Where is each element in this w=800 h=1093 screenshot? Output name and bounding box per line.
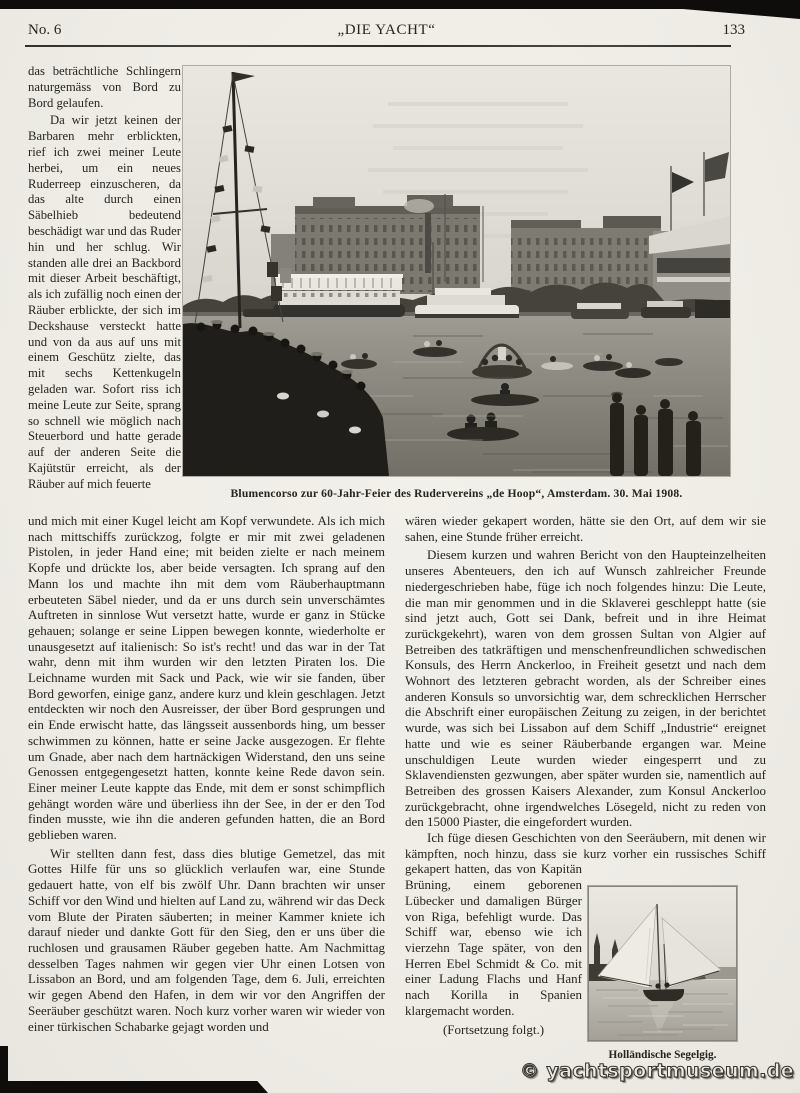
paragraph: Diesem kurzen und wahren Bericht von den Haupteinzelheiten unseres Abenteuers, den ich auf Wunsch zahlreicher Freunde niedergeschrieben habe, füge ich noch folgendes hinzu: Die Leute, die man mir genommen und in die Sklaverei geschleppt hatte (sie sind jetzt auch, Gott sei Dank, befreit und in ihre Heimat zurückgekehrt), waren von dem grossen Sultan von Algier auf Betreiben des tatkräftigen und menschenfreundlichen schwedischen Konsuls, des Herrn Anckerloo, in Freiheit gesetzt und nach dem Wohnort des letzteren gebracht worden, als der Schreiber eines anderen Konsuls so unvorsichtig war, dem schrecklichen Herrscher die Abschrift einer europäischen Zeitung zu zeigen, in der berichtet wurde, was sich bei Lissabon auf dem Schiff „Industrie“ ereignet hatte und wie es seiner Räuberbande ergangen war. Meine unschuldigen Leute wurden wieder eingesperrt und zu Sklavendiensten gezwungen, aber später wurden sie, namentlich auf Betreiben des grossen Kaisers Alexander, zum Konsul Anckerloo zurückgebracht, ohne irgendwelches Lösegeld, nicht zu reden von den 15000 Piaster, die eingefordert wurden. [405,547,766,830]
paragraph: Ich füge diesen Geschichten von den Seeräubern, mit denen wir kämpften, noch hinzu, dass sie kurz vorher ein russisches Schiff gekapert hatten, das von Kapitän Brüning, einem geborenen Lübecker und damaligen Bürger von Riga, befehligt wurde. Das Schiff war, ebenso wie ich vierzehn Tage später, von den Herren Ebel Schmidt & Co. mit einer Ladung Flachs und Hanf nach Korilla in Spanien klargemacht worden. [405,830,766,1018]
main-photo [183,66,730,476]
scan-edge-bottom [0,1081,268,1093]
header-rule [25,45,731,47]
small-photo-illustration [588,886,737,1041]
journal-title: „DIE YACHT“ [337,22,436,38]
page-number: 133 [722,22,745,38]
continuation-note: (Fortsetzung folgt.) [442,1021,545,1037]
scan-edge-top-right [650,0,800,19]
paragraph: das beträchtliche Schlingern naturgemäss von Bord zu Bord gelaufen. [28,64,181,110]
article-left-column [28,513,385,1034]
intro-column [28,64,181,493]
main-photo-illustration [183,66,730,476]
small-photo [588,886,737,1041]
watermark: © yachtsportmuseum.de [519,1060,794,1082]
main-photo-caption: Blumencorso zur 60-Jahr-Feier des Rudervereins „de Hoop“, Amsterdam. 30. Mai 1908. [230,487,683,500]
small-photo-caption: Holländische Segelgig. [608,1049,717,1061]
paragraph: wären wieder gekapert worden, hätte sie den Ort, auf dem wir sie sahen, eine Stunde früher erreicht. [405,513,766,544]
page-header [28,22,745,42]
paragraph: Da wir jetzt keinen der Barbaren mehr erblickten, rief ich zwei meiner Leute herbei, um ein neues Ruderreep einzuscheren, da das alte durch einen Säbelhieb bedeutend beschädigt war und das Ruder hin und her schlug. Wir standen alle drei an Backbord mit dieser Arbeit beschäftigt, als ich zufällig noch einen der Räuber erblickte, der sich im Deckshause versteckt hatte und von da aus auf uns mit einem Geschütz zielte, das mit sechs Kettenkugeln geladen war. Sofort riss ich meine Leute zur Seite, sprang so schnell wie möglich nach Steuerbord und hatte gerade auf der anderen Seite die Kajütstür erreicht, als der Räuber auf mich feuerte [28,113,181,491]
issue-number: No. 6 [28,22,62,38]
paragraph: Wir stellten dann fest, dass dies blutige Gemetzel, das mit Gottes Hilfe für uns so glücklich verlaufen war, eine Stunde gedauert hatte, von elf bis zwölf Uhr. Dann brachten wir unser Schiff vor den Wind und hielten auf Land zu, während wir das Deck vom Blute der Piraten säuberten; in meiner Kammer kniete ich darauf nieder und dankte Gott für den Sieg, den er uns über die ruchlosen und grausamen Räuber gegeben hatte. Am Nachmittag desselben Tages nahmen wir gegen vier Uhr einen Lotsen von Lissabon an Bord, und am folgenden Tage, dem 6. Juli, erreichten wir gegen Abend den Hafen, in dem wir vor den Angriffen der Seeräuber geschützt waren. Noch kurz vorher waren wir wieder von einer türkischen Schabarke gejagt worden und [28,845,385,1034]
paragraph: und mich mit einer Kugel leicht am Kopf verwundete. Als ich mich nach mittschiffs zurückzog, folgte er mir mit zwei geladenen Pistolen, in jeder Hand eine; mit beiden zielte er nach meinem Kopfe und drückte los, aber beide versagten. Ich sprang auf den Mann los und machte ihn mit dem vom Räuberhauptmann erbeuteten Säbel nieder, und da er uns durch sein unverschämtes Auftreten in sinnlose Wut versetzt hatte, wurde er ganz in Stücke gehauen; solange er seine Lippen bewegen konnte, wiederholte er unausgesetzt auf italienisch: So ist's recht! und das war in der Tat wahr, denn mit ihm wurden wir den letzten Piraten los. Die Leichname wurden mit Sack und Pack, wie wir sie fanden, über Bord geworfen, einige ganz, andere kurz und klein geschlagen. Jetzt entdeckten wir noch den Ausreisser, der über Bord gesprungen und ein Ende erwischt hatte, das längsseit aussenbords hing, um besser schwimmen zu können, hatte er seine Jacke ausgezogen. Er flehte um Gnade, aber nach dem hartnäckigen Widerstand, den uns seine Genossen entgegengesetzt hatten, konnte keine Rede davon sein. Einer meiner Leute kappte das Ende, mit dem er sonst schimpflich gehängt worden wäre und überliess ihn der See, in der er den Tod finden musste, wie ihn die anderen gefunden hatten, die an Bord geblieben waren. [28,513,385,843]
